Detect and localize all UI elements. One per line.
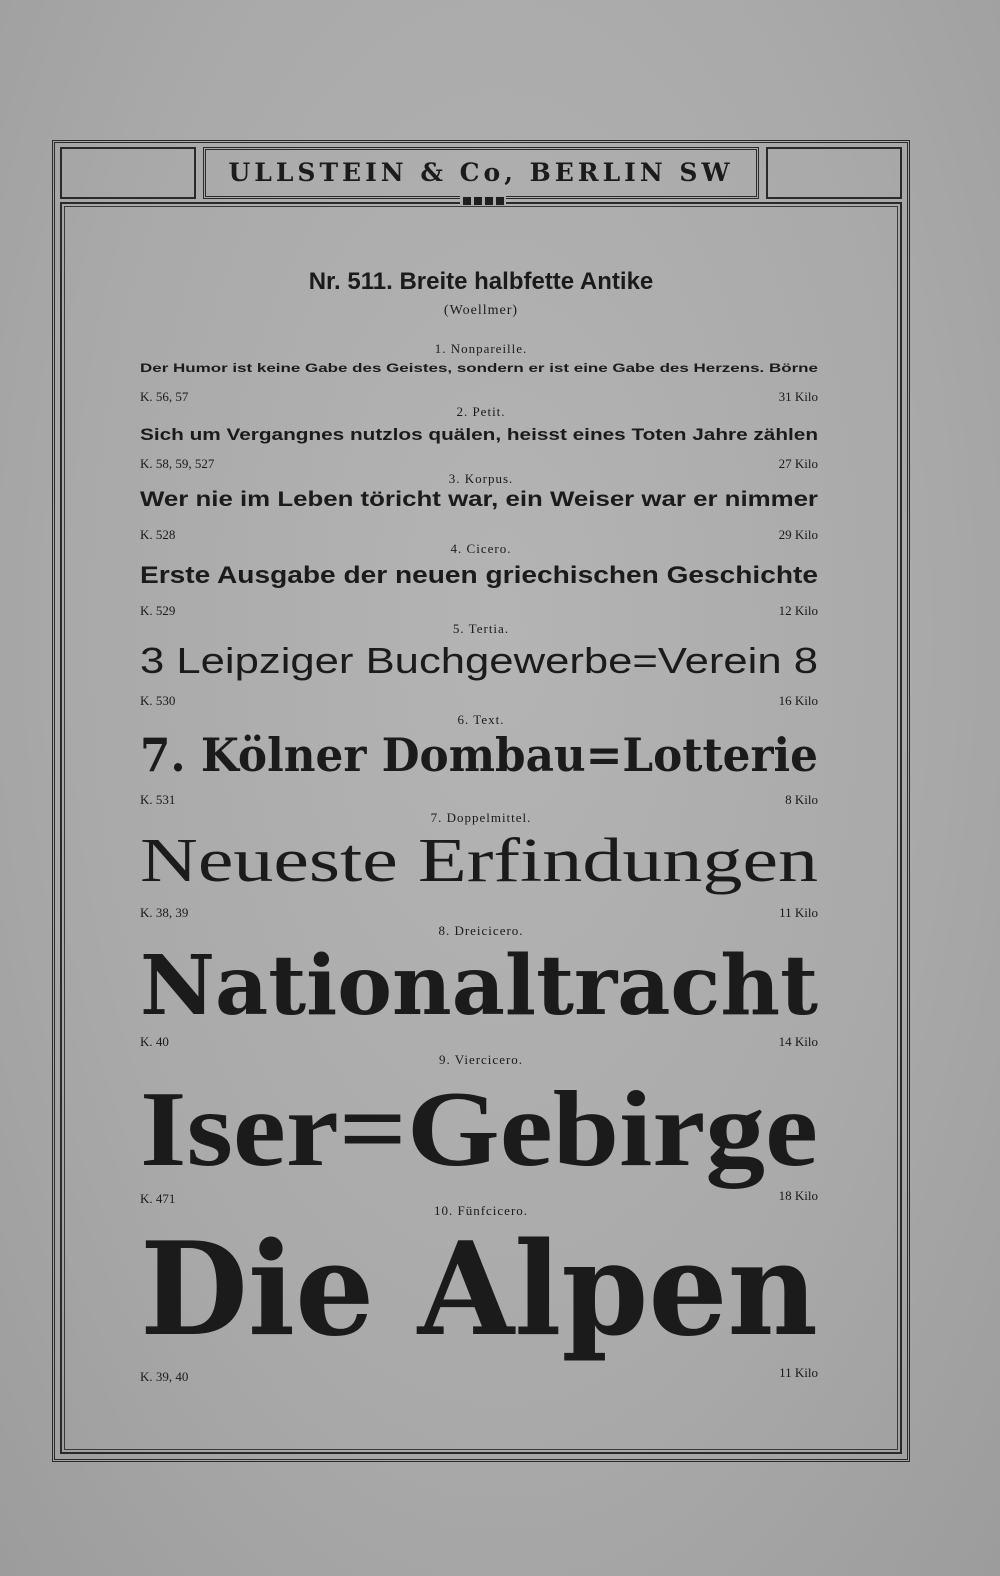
specimen-line: Nationaltracht: [140, 938, 818, 1034]
size-label: 4. Cicero.: [450, 541, 512, 556]
header-left-panel: [60, 147, 196, 199]
size-label: 6. Text.: [457, 712, 505, 727]
specimen-line: Sich um Vergangnes nutzlos quälen, heisst eines Toten Jahre zählen: [140, 425, 818, 444]
ref-number: K. 531: [140, 792, 176, 807]
size-label: 10. Fünfcicero.: [433, 1203, 529, 1218]
header-ornament: [460, 196, 506, 206]
size-label: 5. Tertia.: [452, 621, 510, 636]
specimen-line: Iser=Gebirge: [140, 1070, 818, 1189]
ref-number: K. 58, 59, 527: [140, 456, 215, 471]
page-subtitle: (Woellmer): [443, 303, 519, 318]
ref-number: K. 56, 57: [140, 389, 189, 404]
size-label: 7. Doppelmittel.: [430, 810, 532, 825]
weight: 16 Kilo: [778, 693, 818, 708]
specimen-line: Erste Ausgabe der neuen griechischen Geschichte: [140, 562, 818, 589]
ref-number: K. 528: [140, 527, 176, 542]
weight: 31 Kilo: [778, 389, 818, 404]
specimen-line: Wer nie im Leben töricht war, ein Weiser war er nimmer: [140, 488, 818, 511]
weight: 27 Kilo: [778, 456, 818, 471]
weight: 12 Kilo: [778, 603, 818, 618]
weight: 18 Kilo: [778, 1188, 818, 1203]
specimen-line: 7. Kölner Dombau=Lotterie: [140, 728, 818, 782]
weight: 29 Kilo: [778, 527, 818, 542]
size-label: 9. Viercicero.: [438, 1052, 524, 1067]
size-label: 3. Korpus.: [448, 471, 514, 486]
specimen-line: Die Alpen: [140, 1215, 818, 1365]
ref-number: K. 38, 39: [140, 905, 189, 920]
weight: 8 Kilo: [785, 792, 818, 807]
header-right-panel: [766, 147, 902, 199]
page-title: Nr. 511. Breite halbfette Antike: [308, 268, 654, 295]
size-label: 2. Petit.: [456, 404, 506, 419]
ref-number: K. 529: [140, 603, 176, 618]
ref-number: K. 471: [140, 1191, 176, 1206]
specimen-line: Der Humor ist keine Gabe des Geistes, sondern er ist eine Gabe des Herzens. Börne: [140, 361, 818, 375]
ref-number: K. 40: [140, 1034, 169, 1049]
weight: 11 Kilo: [779, 1365, 818, 1380]
weight: 11 Kilo: [779, 905, 818, 920]
specimen-line: 3 Leipziger Buchgewerbe=Verein 8: [140, 640, 818, 681]
weight: 14 Kilo: [778, 1034, 818, 1049]
size-label: 1. Nonpareille.: [434, 341, 528, 356]
ref-number: K. 530: [140, 693, 176, 708]
header-firm-name: ULLSTEIN & Co, BERLIN SW: [228, 158, 734, 187]
size-label: 8. Dreicicero.: [438, 923, 524, 938]
ref-number: K. 39, 40: [140, 1369, 189, 1384]
specimen-line: Neueste Erfindungen: [140, 827, 818, 895]
